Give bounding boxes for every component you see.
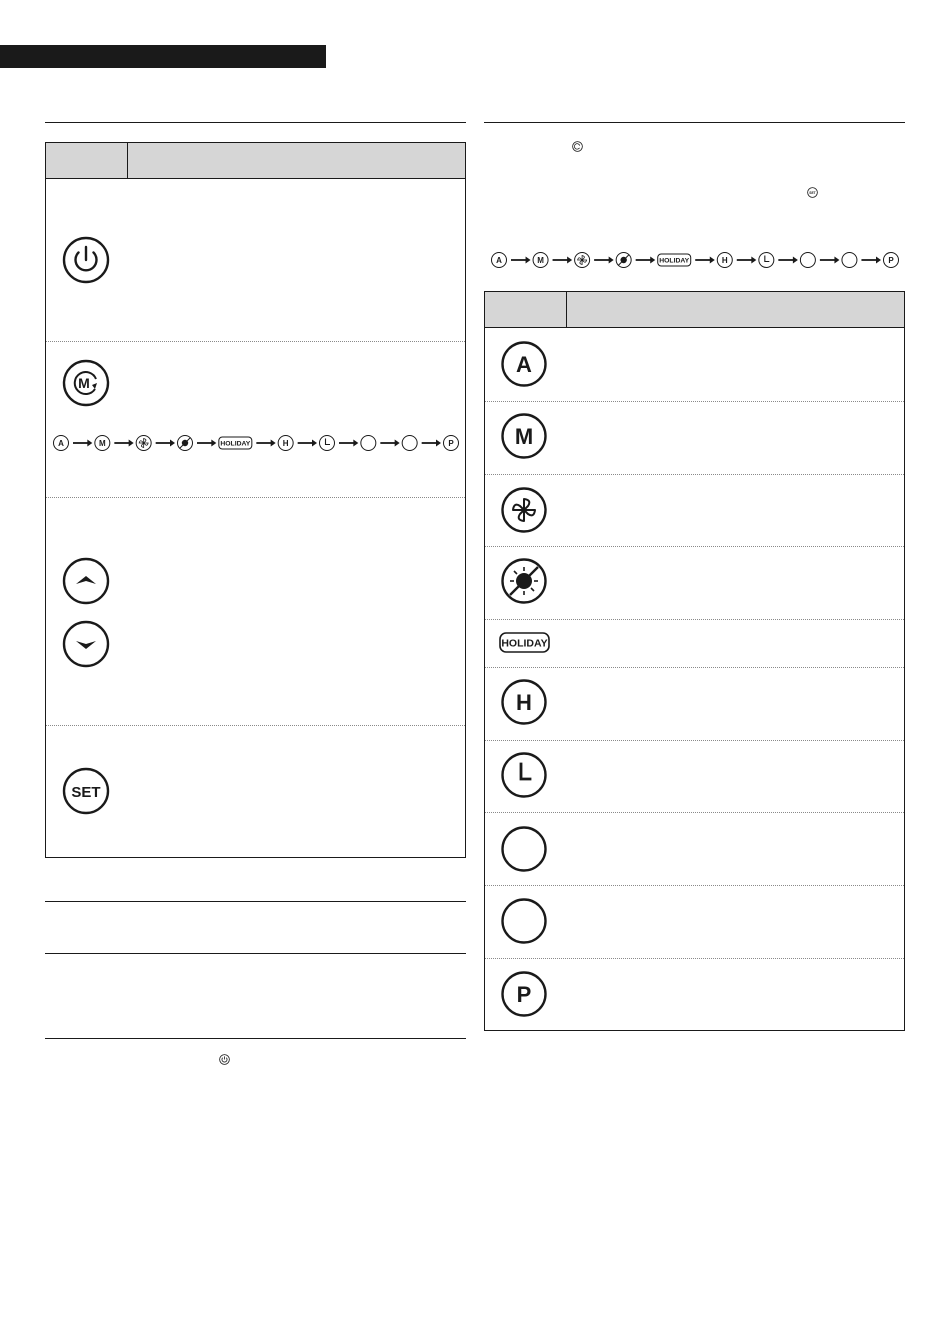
holiday-label: HOLIDAY bbox=[501, 637, 548, 650]
set-button-icon[interactable] bbox=[62, 767, 110, 815]
sequence-arrowhead bbox=[129, 440, 134, 447]
sequence-arrowhead bbox=[436, 440, 441, 447]
row-divider bbox=[46, 341, 465, 342]
power-icon bbox=[62, 236, 110, 284]
mode-A-label: A bbox=[516, 352, 532, 377]
clock-mark bbox=[765, 256, 770, 262]
fan-icon bbox=[501, 487, 547, 533]
sequence-arrowhead bbox=[271, 440, 276, 447]
mode-H-label: H bbox=[516, 690, 532, 715]
no-frost-icon bbox=[501, 558, 547, 604]
power-inline-icon bbox=[219, 1054, 230, 1065]
column-divider bbox=[127, 143, 128, 178]
sequence-arrowhead bbox=[751, 257, 756, 264]
sequence-mark-label: A bbox=[496, 256, 502, 265]
sequence-arrowhead bbox=[834, 257, 839, 264]
down-arrow-icon[interactable] bbox=[62, 620, 110, 668]
column-divider bbox=[566, 292, 567, 327]
mode-P-label: P bbox=[516, 982, 532, 1007]
sequence-arrowhead bbox=[876, 257, 881, 264]
table-header bbox=[485, 292, 904, 328]
row-divider bbox=[46, 725, 465, 726]
holiday-icon bbox=[499, 632, 550, 653]
sequence-mark-label: P bbox=[888, 256, 894, 265]
sequence-arrowhead bbox=[609, 257, 614, 264]
row-divider bbox=[485, 401, 904, 402]
section-rule bbox=[45, 1038, 466, 1039]
section-header-bar bbox=[0, 45, 326, 68]
sequence-mark bbox=[800, 253, 815, 268]
row-divider bbox=[485, 885, 904, 886]
sequence-mark-label: A bbox=[58, 439, 64, 448]
mode-sequence bbox=[53, 434, 459, 452]
sequence-arrowhead bbox=[650, 257, 655, 264]
up-arrow-icon[interactable] bbox=[62, 557, 110, 605]
row-divider bbox=[485, 667, 904, 668]
row-divider bbox=[485, 474, 904, 475]
sequence-mark bbox=[759, 253, 774, 268]
row-divider bbox=[46, 497, 465, 498]
sequence-mark-label: P bbox=[448, 439, 454, 448]
mode-letter: M bbox=[78, 375, 90, 391]
mode-inline-icon bbox=[572, 141, 583, 152]
row-divider bbox=[485, 546, 904, 547]
sequence-arrowhead bbox=[87, 440, 92, 447]
blank-circle-icon bbox=[501, 898, 547, 944]
holiday-mark-label: HOLIDAY bbox=[220, 440, 251, 448]
section-rule bbox=[45, 122, 466, 123]
row-divider bbox=[485, 740, 904, 741]
sequence-mark-label: H bbox=[721, 256, 728, 265]
set-label: SET bbox=[71, 784, 101, 801]
mode-M-label: M bbox=[514, 424, 534, 449]
row-divider bbox=[485, 958, 904, 959]
clock-mark bbox=[326, 439, 331, 445]
fan-mark bbox=[139, 439, 148, 448]
set-inline-label: SET bbox=[809, 190, 816, 195]
sequence-arrowhead bbox=[170, 440, 175, 447]
sequence-arrowhead bbox=[353, 440, 358, 447]
sequence-mark-label: M bbox=[537, 256, 544, 265]
timer-icon bbox=[501, 752, 547, 798]
mode-sequence bbox=[491, 251, 899, 269]
row-divider bbox=[485, 812, 904, 813]
mode-H-icon bbox=[501, 679, 547, 725]
sequence-arrowhead bbox=[211, 440, 216, 447]
sequence-arrowhead bbox=[395, 440, 400, 447]
sequence-arrowhead bbox=[793, 257, 798, 264]
table-header bbox=[46, 143, 465, 179]
mode-icons-table bbox=[484, 291, 905, 1031]
sequence-arrowhead bbox=[710, 257, 715, 264]
no-frost-slash bbox=[618, 255, 629, 266]
holiday-mark-label: HOLIDAY bbox=[659, 257, 690, 265]
sequence-arrowhead bbox=[312, 440, 317, 447]
mode-P-icon bbox=[501, 971, 547, 1017]
section-rule bbox=[45, 901, 466, 902]
no-frost-slash bbox=[180, 438, 191, 449]
sequence-mark bbox=[842, 253, 857, 268]
blank-circle-icon bbox=[501, 826, 547, 872]
fan-mark bbox=[578, 256, 587, 265]
sequence-mark bbox=[402, 436, 417, 451]
section-rule bbox=[484, 122, 905, 123]
section-rule bbox=[45, 953, 466, 954]
sequence-arrowhead bbox=[526, 257, 531, 264]
sequence-mark bbox=[320, 436, 335, 451]
row-divider bbox=[485, 619, 904, 620]
sequence-arrowhead bbox=[567, 257, 572, 264]
mode-M-icon bbox=[501, 413, 547, 459]
sequence-mark-label: H bbox=[282, 439, 289, 448]
mode-cycle-icon bbox=[62, 359, 110, 407]
set-inline-icon bbox=[807, 187, 818, 198]
mode-A-icon bbox=[501, 341, 547, 387]
sequence-mark-label: M bbox=[98, 439, 106, 448]
sequence-mark bbox=[361, 436, 376, 451]
